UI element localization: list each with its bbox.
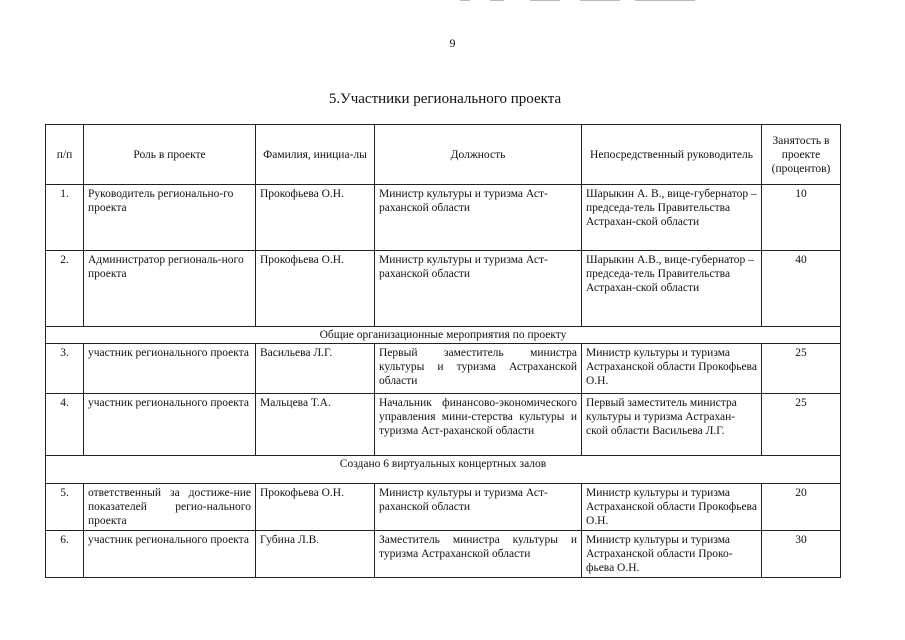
table-row — [46, 531, 841, 578]
header-manager: Непосредственный руководитель — [582, 125, 762, 185]
cell-num: 1. — [46, 185, 84, 251]
table-header-row — [46, 125, 841, 185]
cell-name: Мальцева Т.А. — [256, 394, 375, 456]
cell-num: 6. — [46, 531, 84, 578]
cell-role: участник регионального проекта — [84, 394, 256, 456]
cell-load: 10 — [762, 185, 841, 251]
section-label: Создано 6 виртуальных концертных залов — [46, 456, 841, 484]
cell-load: 30 — [762, 531, 841, 578]
cell-num: 5. — [46, 484, 84, 531]
header-load: Занятость в проекте (процентов) — [762, 125, 841, 185]
page-number: 9 — [449, 36, 456, 50]
participants-table — [45, 124, 841, 578]
table-row — [46, 185, 841, 251]
cell-num: 3. — [46, 344, 84, 394]
scan-artifact — [460, 0, 710, 3]
header-num: п/п — [46, 125, 84, 185]
cell-manager: Министр культуры и туризма Астраханской области Прокофьева О.Н. — [582, 484, 762, 531]
table-row — [46, 251, 841, 327]
cell-manager: Первый заместитель министра культуры и туризма Астрахан-ской области Васильева Л.Г. — [582, 394, 762, 456]
section-row — [46, 456, 841, 484]
header-name: Фамилия, инициа-лы — [256, 125, 375, 185]
table-row — [46, 484, 841, 531]
cell-role: ответственный за достиже-ние показателей регио-нального проекта — [84, 484, 256, 531]
cell-load: 25 — [762, 394, 841, 456]
cell-load: 25 — [762, 344, 841, 394]
section-row — [46, 327, 841, 344]
cell-name: Прокофьева О.Н. — [256, 484, 375, 531]
cell-name: Васильева Л.Г. — [256, 344, 375, 394]
table-row — [46, 394, 841, 456]
cell-position: Первый заместитель министра культуры и туризма Астраханской области — [375, 344, 582, 394]
cell-manager: Министр культуры и туризма Астраханской области Проко-фьева О.Н. — [582, 531, 762, 578]
cell-name: Прокофьева О.Н. — [256, 185, 375, 251]
cell-role: Администратор региональ-ного проекта — [84, 251, 256, 327]
header-position: Должность — [375, 125, 582, 185]
cell-load: 40 — [762, 251, 841, 327]
header-role: Роль в проекте — [84, 125, 256, 185]
cell-position: Министр культуры и туризма Аст-раханской области — [375, 251, 582, 327]
cell-manager: Министр культуры и туризма Астраханской области Прокофьева О.Н. — [582, 344, 762, 394]
cell-position: Министр культуры и туризма Аст-раханской области — [375, 185, 582, 251]
cell-name: Прокофьева О.Н. — [256, 251, 375, 327]
cell-name: Губина Л.В. — [256, 531, 375, 578]
cell-role: участник регионального проекта — [84, 344, 256, 394]
cell-num: 2. — [46, 251, 84, 327]
cell-num: 4. — [46, 394, 84, 456]
cell-manager: Шарыкин А.В., вице-губернатор – председа-тель Правительства Астрахан-ской области — [582, 251, 762, 327]
cell-role: Руководитель регионально-го проекта — [84, 185, 256, 251]
cell-position: Заместитель министра культуры и туризма Астраханской области — [375, 531, 582, 578]
cell-role: участник регионального проекта — [84, 531, 256, 578]
cell-position: Начальник финансово-экономического управления мини-стерства культуры и туризма Аст-раханской области — [375, 394, 582, 456]
cell-load: 20 — [762, 484, 841, 531]
cell-position: Министр культуры и туризма Аст-раханской области — [375, 484, 582, 531]
table-row — [46, 344, 841, 394]
section-title: 5.Участники регионального проекта — [328, 91, 562, 107]
cell-manager: Шарыкин А. В., вице-губернатор – председа-тель Правительства Астрахан-ской области — [582, 185, 762, 251]
section-label: Общие организационные мероприятия по проекту — [46, 327, 841, 344]
